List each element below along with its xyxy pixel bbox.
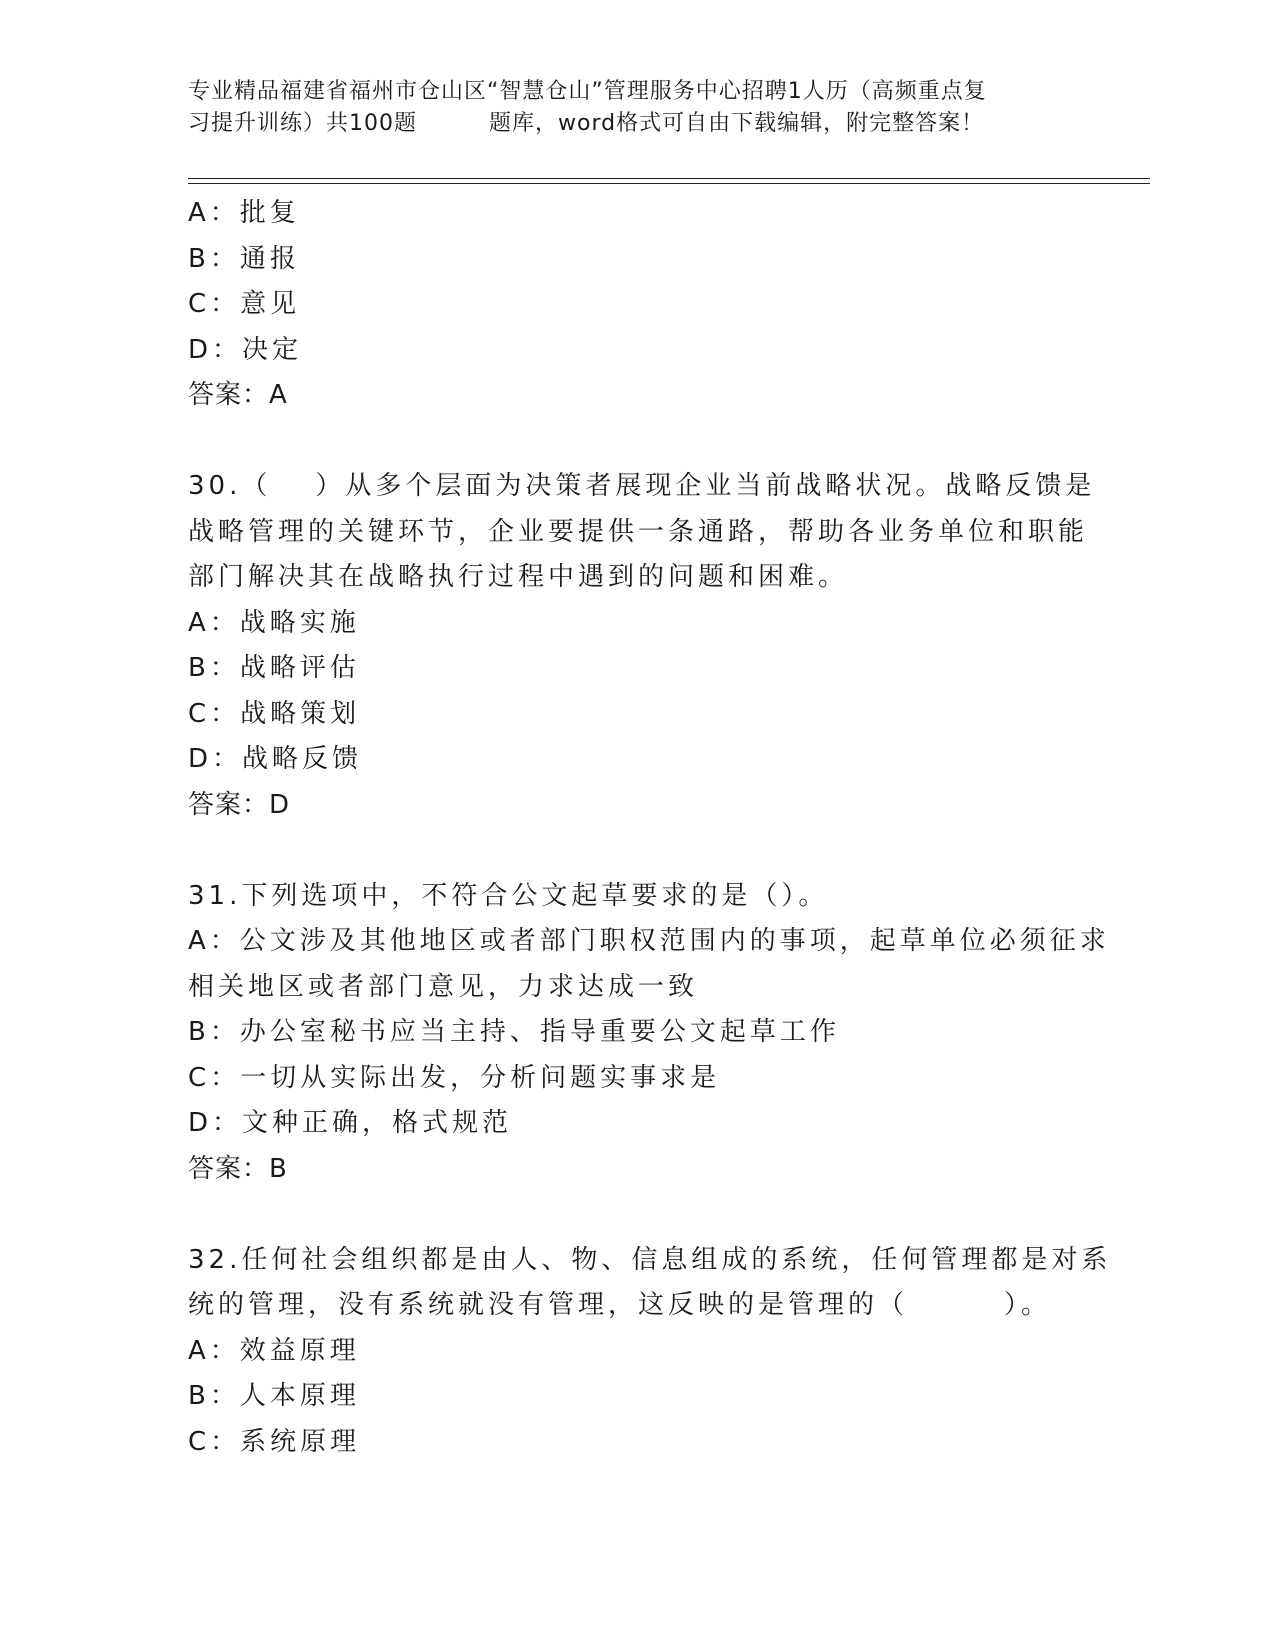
document-header	[188, 76, 1088, 140]
answer-line: 答案：B	[188, 1153, 288, 1184]
option-a: A：公文涉及其他地区或者部门职权范围内的事项，起草单位必须征求	[188, 926, 1110, 956]
header-line-2-part-1: 习提升训练）共100题	[188, 111, 417, 136]
question-stem-part-1: 统的管理，没有系统就没有管理，这反映的是管理的（	[188, 1290, 909, 1320]
question-stem-part-2: ）。	[1004, 1290, 1052, 1320]
option-d: D：文种正确，格式规范	[188, 1108, 513, 1138]
question-stem-part-1: 30.（	[188, 471, 272, 501]
question-stem-line	[188, 1283, 1088, 1329]
spacer	[188, 828, 1088, 874]
prev-question	[188, 191, 1088, 419]
question-32	[188, 1238, 1112, 1466]
question-stem-part-2: ）从多个层面为决策者展现企业当前战略状况。战略反馈是	[315, 471, 1096, 501]
option-c: C：战略策划	[188, 698, 361, 729]
header-rule-top	[188, 178, 1150, 179]
option-c: C：意见	[188, 289, 301, 319]
question-30	[188, 464, 1096, 828]
option-a: A：批复	[188, 198, 300, 228]
option-d: D：战略反馈	[188, 744, 363, 774]
question-stem-line: 31.下列选项中，不符合公文起草要求的是（）。	[188, 880, 829, 911]
spacer	[188, 1192, 1088, 1238]
header-rule-bottom	[188, 183, 1150, 184]
option-c: C：系统原理	[188, 1426, 361, 1457]
option-b: B：战略评估	[188, 653, 360, 683]
question-content	[188, 191, 1112, 1465]
answer-line: 答案：D	[188, 789, 291, 820]
header-line-1: 专业精品福建省福州市仓山区“智慧仓山”管理服务中心招聘1人历（高频重点复	[188, 79, 987, 104]
question-stem-line	[188, 464, 1096, 510]
answer-line: 答案：A	[188, 380, 288, 410]
header-line-2	[188, 108, 1088, 140]
option-b: B：办公室秘书应当主持、指导重要公文起草工作	[188, 1017, 840, 1047]
question-31	[188, 874, 1110, 1193]
option-d: D：决定	[188, 334, 303, 365]
question-stem-line: 战略管理的关键环节，企业要提供一条通路，帮助各业务单位和职能	[188, 516, 1089, 547]
header-line-2-part-2: 题库，word格式可自由下载编辑，附完整答案！	[489, 111, 985, 136]
option-b: B：通报	[188, 243, 300, 274]
question-stem-line: 32.任何社会组织都是由人、物、信息组成的系统，任何管理都是对系	[188, 1244, 1112, 1275]
spacer	[188, 419, 1088, 465]
option-b: B：人本原理	[188, 1381, 360, 1411]
option-c: C：一切从实际出发，分析问题实事求是	[188, 1062, 721, 1093]
option-a-continued: 相关地区或者部门意见，力求达成一致	[188, 971, 699, 1002]
option-a: A：效益原理	[188, 1335, 360, 1366]
question-stem-line: 部门解决其在战略执行过程中遇到的问题和困难。	[188, 562, 849, 592]
option-a: A：战略实施	[188, 607, 360, 638]
